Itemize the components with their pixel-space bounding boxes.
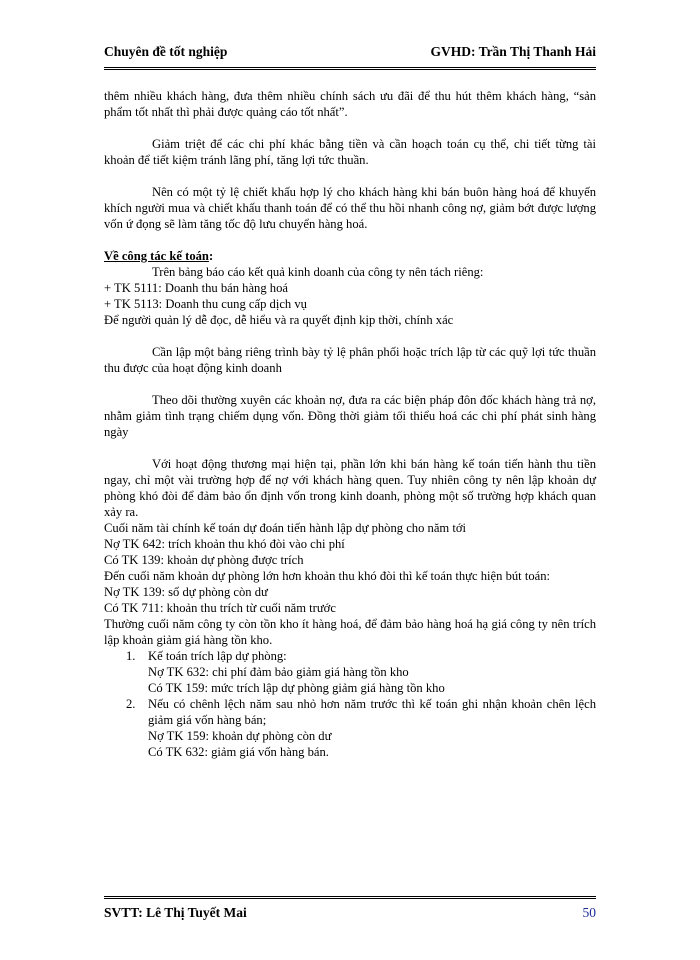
paragraph: + TK 5111: Doanh thu bán hàng hoá bbox=[104, 281, 288, 295]
paragraph: Trên bảng báo cáo kết quả kinh doanh của công ty nên tách riêng: bbox=[152, 265, 484, 279]
page-header bbox=[104, 44, 596, 70]
list-subline: Có TK 632: giảm giá vốn hàng bán. bbox=[148, 745, 329, 759]
list-subline: Nợ TK 159: khoản dự phòng còn dư bbox=[148, 729, 332, 743]
list-subline: Có TK 159: mức trích lập dự phòng giảm giá hàng tồn kho bbox=[148, 681, 445, 695]
list-number: 2. bbox=[126, 697, 136, 711]
list-number: 1. bbox=[126, 649, 136, 663]
paragraph: Nên có một tỷ lệ chiết khấu hợp lý cho khách hàng khi bán buôn hàng hoá để khuyến khích người mua và chiết khấu thanh toán để có thể thu hồi nhanh công nợ, giảm bớt được lượng vốn ứ đọng sẽ làm tăng tốc độ lưu chuyển hàng hoá. bbox=[104, 185, 596, 231]
page-body bbox=[104, 88, 596, 760]
paragraph: Đến cuối năm khoản dự phòng lớn hơn khoản thu khó đòi thì kế toán thực hiện bút toán: bbox=[104, 569, 550, 583]
list-subline: Nợ TK 632: chi phí đảm bảo giảm giá hàng tồn kho bbox=[148, 665, 409, 679]
paragraph: Nợ TK 139: số dự phòng còn dư bbox=[104, 585, 268, 599]
paragraph: Để người quản lý dễ đọc, dễ hiểu và ra quyết định kịp thời, chính xác bbox=[104, 313, 454, 327]
paragraph: Giảm triệt để các chi phí khác bằng tiền và cần hoạch toán cụ thể, chi tiết từng tài khoản để tiết kiệm tránh lãng phí, tăng lợi tức thuần. bbox=[104, 137, 596, 167]
section-heading bbox=[104, 248, 596, 264]
paragraph: Có TK 711: khoản thu trích từ cuối năm trước bbox=[104, 601, 336, 615]
page-number: 50 bbox=[582, 905, 596, 920]
section-heading-text: Về công tác kế toán bbox=[104, 249, 209, 263]
paragraph: + TK 5113: Doanh thu cung cấp dịch vụ bbox=[104, 297, 307, 311]
paragraph: Theo dõi thường xuyên các khoản nợ, đưa ra các biện pháp đôn đốc khách hàng trả nợ, nhằm giảm tình trạng chiếm dụng vốn. Đồng thời giảm tối thiểu hoá các chi phí phát sinh hàng ngày bbox=[104, 393, 596, 439]
paragraph: Với hoạt động thương mại hiện tại, phần lớn khi bán hàng kế toán tiến hành thu tiền ngay, chỉ một vài trường hợp để nợ với khách hàng quen. Tuy nhiên công ty nên lập khoản dự phòng khó đòi để đảm bảo ổn định vốn trong kinh doanh, phòng một số trường hợp khách quan xảy ra. bbox=[104, 457, 596, 519]
paragraph: Cần lập một bảng riêng trình bày tỷ lệ phân phối hoặc trích lập từ các quỹ lợi tức thuần thu được của hoạt động kinh doanh bbox=[104, 345, 596, 375]
header-title: Chuyên đề tốt nghiệp bbox=[104, 44, 228, 59]
paragraph: Thường cuối năm công ty còn tồn kho ít hàng hoá, để đảm bảo hàng hoá hạ giá công ty nên trích lập khoản giảm giá hàng tồn kho. bbox=[104, 617, 596, 647]
paragraph: thêm nhiều khách hàng, đưa thêm nhiều chính sách ưu đãi để thu hút thêm khách hàng, “sản phẩm tốt nhất thì phải được quảng cáo tốt nhất”. bbox=[104, 89, 596, 119]
section-heading-colon: : bbox=[208, 249, 214, 263]
paragraph: Có TK 139: khoản dự phòng được trích bbox=[104, 553, 304, 567]
list-item bbox=[104, 648, 596, 664]
paragraph: Nợ TK 642: trích khoản thu khó đòi vào chi phí bbox=[104, 537, 345, 551]
list-line: Kế toán trích lập dự phòng: bbox=[148, 649, 287, 663]
list-line: Nếu có chênh lệch năm sau nhỏ hơn năm trước thì kế toán ghi nhận khoản chên lệch giảm giá vốn hàng bán; bbox=[148, 697, 596, 727]
page-footer bbox=[104, 896, 596, 920]
paragraph: Cuối năm tài chính kế toán dự đoán tiến hành lập dự phòng cho năm tới bbox=[104, 521, 467, 535]
list-item bbox=[104, 696, 596, 728]
header-supervisor: GVHD: Trần Thị Thanh Hải bbox=[430, 44, 596, 59]
footer-author: SVTT: Lê Thị Tuyết Mai bbox=[104, 905, 247, 920]
